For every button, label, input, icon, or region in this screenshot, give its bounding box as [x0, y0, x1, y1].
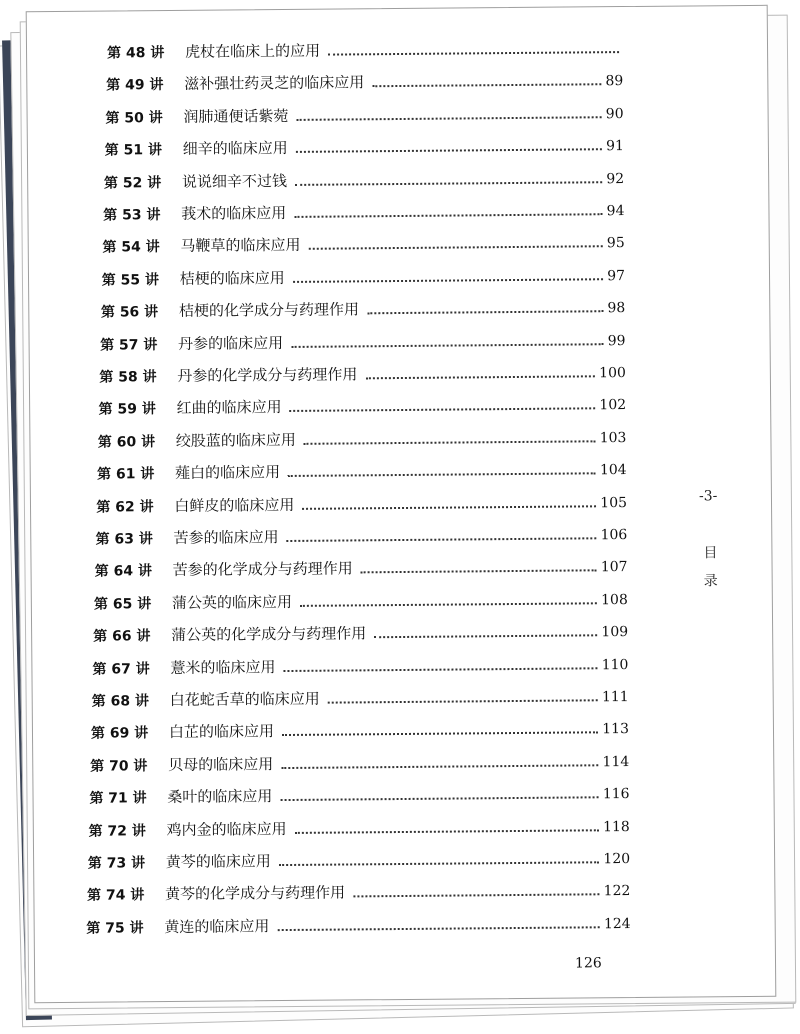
toc-entry-title: 黄连的临床应用 [164, 916, 270, 936]
toc-page-number: 91 [605, 138, 624, 155]
toc-entry-title: 润肺通便话紫菀 [183, 106, 289, 126]
toc-leader-dots [281, 763, 598, 769]
toc-page-number: 89 [605, 73, 624, 90]
toc-page-number: 99 [607, 332, 626, 349]
toc-entry-title: 桑叶的临床应用 [167, 787, 273, 807]
toc-leader-dots [302, 504, 596, 510]
toc-entry-title: 黄芩的化学成分与药理作用 [165, 883, 346, 904]
toc-page-number: 105 [600, 494, 628, 511]
toc-leader-dots [297, 115, 602, 121]
toc-lecture-number: 第 75 讲 [86, 920, 144, 937]
toc-entry-title: 苦参的临床应用 [173, 528, 279, 547]
toc-entry[interactable] [89, 782, 629, 813]
toc-lecture-number: 第 70 讲 [90, 758, 148, 775]
toc-entry-title: 白鲜皮的临床应用 [174, 495, 295, 515]
toc-page-number: 97 [607, 267, 626, 284]
toc-lecture-number: 第 55 讲 [101, 271, 159, 289]
toc-entry-title: 丹参的临床应用 [178, 333, 284, 353]
toc-lecture-number: 第 74 讲 [87, 887, 145, 905]
toc-leader-dots [293, 277, 604, 283]
toc-page-number: 90 [605, 105, 624, 122]
toc-entry-title: 滋补强壮药灵芝的临床应用 [184, 73, 365, 94]
toc-entry[interactable] [95, 523, 627, 554]
toc-page-number: 122 [603, 883, 631, 900]
toc-entry-title: 黄芩的临床应用 [165, 852, 271, 872]
toc-leader-dots [282, 731, 598, 737]
toc-entry[interactable] [99, 361, 626, 392]
toc-lecture-number: 第 57 讲 [100, 336, 158, 354]
toc-leader-dots [295, 180, 602, 186]
toc-leader-dots [308, 245, 602, 251]
toc-entry[interactable] [94, 588, 628, 619]
toc-entry[interactable] [91, 717, 629, 748]
toc-lecture-number: 第 56 讲 [100, 304, 159, 321]
toc-leader-dots [277, 925, 600, 931]
toc-entry[interactable] [96, 491, 627, 522]
toc-leader-dots [353, 893, 600, 898]
toc-lecture-number: 第 54 讲 [102, 239, 160, 256]
toc-entry[interactable] [102, 231, 625, 262]
toc-entry-title: 绞股蓝的临床应用 [175, 430, 296, 450]
page-number: -3- [698, 488, 718, 505]
toc-leader-dots [367, 309, 604, 314]
toc-page-number: 116 [602, 786, 630, 803]
toc-page-number: 108 [601, 591, 628, 609]
toc-page-number: 95 [606, 235, 625, 252]
toc-entry-title: 贝母的临床应用 [168, 754, 274, 774]
toc-page-number: 111 [601, 689, 629, 706]
toc-page [26, 5, 777, 1003]
toc-lecture-number: 第 71 讲 [89, 790, 147, 807]
section-label-char-1: 目 [703, 545, 718, 562]
toc-entry-title: 说说细辛不过钱 [181, 171, 288, 191]
trailing-page-number [575, 955, 635, 982]
toc-leader-dots [365, 374, 595, 379]
toc-leader-dots [291, 342, 604, 348]
toc-entry[interactable] [98, 426, 627, 457]
toc-leader-dots [372, 83, 601, 88]
toc-entry-title: 红曲的临床应用 [176, 398, 282, 418]
toc-lecture-number: 第 68 讲 [91, 693, 150, 710]
toc-entry[interactable] [88, 847, 630, 878]
toc-page-number: 124 [603, 915, 631, 933]
toc-lecture-number: 第 50 讲 [105, 109, 163, 127]
toc-page-number: 102 [599, 397, 627, 414]
toc-lecture-number: 第 67 讲 [92, 660, 150, 678]
toc-entry[interactable] [102, 264, 626, 295]
toc-list [27, 6, 776, 1002]
toc-entry-title: 蒲公英的临床应用 [171, 592, 293, 612]
toc-entry[interactable] [89, 815, 630, 846]
toc-leader-dots [328, 698, 598, 703]
toc-leader-dots [361, 569, 597, 574]
toc-lecture-number: 第 60 讲 [97, 433, 156, 451]
toc-entry[interactable] [95, 555, 628, 586]
toc-leader-dots [300, 601, 597, 607]
toc-lecture-number: 第 62 讲 [96, 498, 154, 516]
toc-lecture-number: 第 51 讲 [104, 142, 163, 159]
toc-entry-title: 细辛的临床应用 [182, 139, 288, 159]
toc-entry[interactable] [99, 393, 627, 424]
toc-entry[interactable] [107, 37, 623, 68]
toc-page-number: 100 [599, 365, 626, 382]
toc-lecture-number: 第 63 讲 [95, 531, 153, 548]
toc-page-number: 107 [600, 559, 628, 576]
toc-entry[interactable] [92, 685, 629, 716]
toc-entry[interactable] [101, 296, 626, 327]
toc-lecture-number: 第 64 讲 [94, 563, 153, 581]
toc-page-number: 118 [603, 818, 630, 835]
toc-leader-dots [374, 633, 597, 638]
toc-lecture-number: 第 48 讲 [106, 45, 165, 62]
toc-leader-dots [283, 666, 597, 672]
toc-entry-title: 薏米的临床应用 [170, 657, 276, 677]
toc-page-number: 103 [599, 429, 627, 447]
toc-lecture-number: 第 53 讲 [103, 207, 161, 224]
toc-entry-title: 白芷的临床应用 [168, 722, 275, 742]
toc-entry[interactable] [86, 912, 631, 943]
toc-entry-title: 桔梗的化学成分与药理作用 [178, 300, 359, 321]
toc-page-number: 104 [599, 462, 627, 479]
toc-page-number: 120 [603, 851, 631, 868]
toc-leader-dots [280, 795, 598, 801]
toc-entry-title: 莪术的临床应用 [181, 203, 287, 223]
toc-lecture-number: 第 49 讲 [106, 77, 164, 94]
toc-lecture-number: 第 52 讲 [103, 174, 162, 192]
toc-entry[interactable] [103, 199, 624, 230]
toc-page-number: 109 [601, 624, 629, 641]
toc-entry[interactable] [106, 69, 623, 100]
toc-entry-title: 丹参的化学成分与药理作用 [177, 365, 358, 385]
toc-trailing-page: 126 [574, 955, 602, 972]
toc-page-number: 110 [601, 656, 629, 673]
toc-page-number: 113 [602, 721, 630, 738]
toc-entry[interactable] [100, 329, 626, 360]
toc-leader-dots [287, 536, 597, 542]
toc-entry-title: 虎杖在临床上的应用 [184, 41, 321, 61]
toc-lecture-number: 第 61 讲 [97, 466, 155, 483]
toc-entry-title: 白花蛇舌草的临床应用 [169, 689, 320, 710]
toc-page-number: 94 [606, 203, 625, 220]
toc-page-number: 98 [607, 300, 626, 317]
toc-lecture-number: 第 59 讲 [98, 401, 156, 419]
toc-entry[interactable] [97, 458, 627, 489]
toc-entry-title: 鸡内金的临床应用 [166, 819, 287, 839]
toc-entry[interactable] [92, 653, 628, 684]
section-label-char-2: 录 [703, 573, 718, 590]
toc-entry-title: 马鞭草的临床应用 [180, 236, 301, 256]
toc-leader-dots [296, 147, 602, 153]
toc-entry-title: 蒲公英的化学成分与药理作用 [171, 624, 367, 645]
toc-leader-dots [279, 860, 600, 866]
toc-leader-dots [295, 828, 599, 834]
toc-entry-title: 薤白的临床应用 [174, 463, 281, 483]
toc-page-number: 106 [600, 527, 628, 544]
toc-lecture-number: 第 65 讲 [93, 595, 152, 613]
toc-entry[interactable] [105, 134, 624, 165]
toc-entry[interactable] [93, 620, 628, 651]
toc-entry[interactable] [104, 167, 624, 198]
toc-leader-dots [290, 407, 596, 413]
toc-leader-dots [288, 471, 596, 477]
toc-entry[interactable] [90, 750, 629, 781]
toc-entry[interactable] [87, 879, 631, 910]
toc-leader-dots [328, 50, 619, 56]
toc-entry-title: 桔梗的临床应用 [179, 268, 285, 288]
toc-entry[interactable] [105, 102, 623, 133]
toc-page-number: 92 [606, 170, 625, 187]
toc-entry-title: 苦参的化学成分与药理作用 [172, 559, 353, 580]
toc-page-number: 114 [602, 753, 630, 771]
toc-lecture-number: 第 72 讲 [88, 822, 146, 840]
toc-leader-dots [294, 212, 602, 218]
toc-lecture-number: 第 73 讲 [87, 855, 146, 872]
toc-lecture-number: 第 69 讲 [90, 725, 149, 743]
toc-leader-dots [304, 439, 596, 445]
toc-lecture-number: 第 66 讲 [93, 628, 151, 645]
toc-lecture-number: 第 58 讲 [99, 369, 157, 386]
